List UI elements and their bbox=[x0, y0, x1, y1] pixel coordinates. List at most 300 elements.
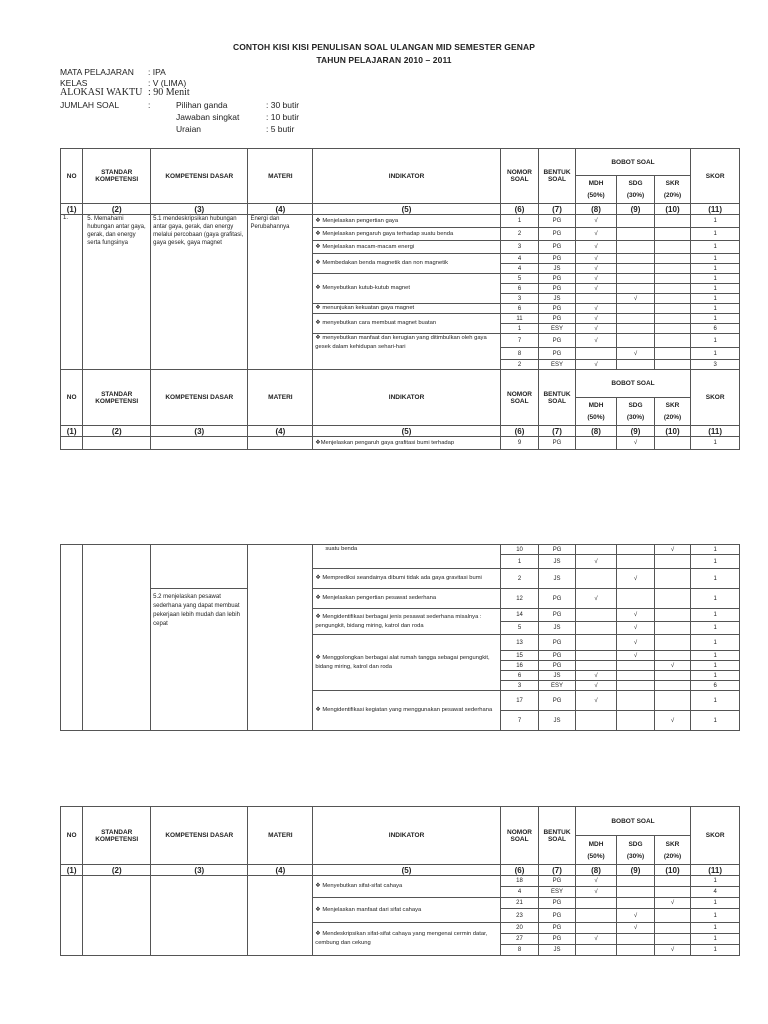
bentuk-soal: PG bbox=[539, 876, 575, 887]
indikator-text: Menggolongkan berbagai alat rumah tangga sebagai pengungkit, bidang miring, katrol dan roda bbox=[315, 654, 490, 670]
diamond-bullet-icon: ❖ bbox=[315, 320, 321, 326]
colnum-11: (11) bbox=[691, 865, 740, 876]
diamond-bullet-icon: ❖ bbox=[315, 883, 321, 889]
mdh-check: √ bbox=[575, 215, 617, 228]
bentuk-soal: PG bbox=[539, 651, 575, 661]
table-row bbox=[61, 545, 740, 555]
mdh-check: √ bbox=[575, 254, 617, 264]
mdh-check bbox=[575, 569, 617, 589]
nomor-soal: 8 bbox=[500, 945, 539, 956]
indikator-text: menyebutkan manfaat dan kerugian yang ditimbulkan oleh gaya gesek dalam kehidupan sehari-hari bbox=[315, 335, 487, 350]
mdh-check bbox=[575, 622, 617, 635]
bentuk-soal: ESY bbox=[539, 324, 575, 334]
col-bentuk-soal: BENTUK SOAL bbox=[539, 370, 575, 426]
mdh-check: √ bbox=[575, 304, 617, 314]
kompetensi-dasar-cell: 5.1 mendeskripsikan hubungan antar gaya, gerak, dan energy melalui percobaan (gaya grafitasi, gaya gesek, gaya magnet bbox=[151, 215, 248, 370]
skor-value: 1 bbox=[691, 934, 740, 945]
col-no: NO bbox=[61, 370, 83, 426]
mdh-check bbox=[575, 898, 617, 909]
bentuk-soal: PG bbox=[539, 934, 575, 945]
indikator-text: Menyebutkan kutub-kutub magnet bbox=[322, 285, 410, 291]
sdg-check: √ bbox=[617, 294, 654, 304]
bentuk-soal: PG bbox=[539, 215, 575, 228]
bentuk-soal: PG bbox=[539, 545, 575, 555]
js-label: Jawaban singkat bbox=[176, 112, 240, 122]
col-bobot-soal: BOBOT SOAL bbox=[575, 807, 691, 836]
colnum-7: (7) bbox=[539, 865, 575, 876]
sdg-check: √ bbox=[617, 569, 654, 589]
col-mdh: MDH bbox=[588, 180, 604, 187]
colnum-8: (8) bbox=[575, 426, 617, 437]
bentuk-soal: ESY bbox=[539, 360, 575, 370]
bentuk-soal: PG bbox=[539, 909, 575, 923]
skr-check: √ bbox=[654, 661, 690, 671]
sdg-check: √ bbox=[617, 651, 654, 661]
nomor-soal: 5 bbox=[500, 622, 539, 635]
col-mdh: MDH bbox=[588, 402, 604, 409]
mdh-check: √ bbox=[575, 681, 617, 691]
mdh-check bbox=[575, 609, 617, 622]
mdh-check: √ bbox=[575, 691, 617, 711]
colnum-8: (8) bbox=[575, 865, 617, 876]
bentuk-soal: PG bbox=[539, 661, 575, 671]
mdh-check: √ bbox=[575, 284, 617, 294]
kelas-label: KELAS bbox=[60, 78, 88, 88]
sdg-check bbox=[617, 555, 654, 569]
colnum-5: (5) bbox=[313, 426, 500, 437]
sdg-check bbox=[617, 360, 654, 370]
colnum-1: (1) bbox=[61, 865, 83, 876]
mdh-check: √ bbox=[575, 324, 617, 334]
nomor-soal: 12 bbox=[500, 589, 539, 609]
skr-check bbox=[654, 651, 690, 661]
bentuk-soal: JS bbox=[539, 555, 575, 569]
col-skr: SKR bbox=[665, 402, 680, 409]
sdg-check bbox=[617, 254, 654, 264]
skor-value: 1 bbox=[691, 945, 740, 956]
sdg-check bbox=[617, 671, 654, 681]
sdg-check bbox=[617, 589, 654, 609]
colnum-8: (8) bbox=[575, 204, 617, 215]
skr-check: √ bbox=[654, 945, 690, 956]
sdg-check bbox=[617, 691, 654, 711]
skr-check bbox=[654, 304, 690, 314]
skr-check bbox=[654, 671, 690, 681]
skor-value: 1 bbox=[691, 898, 740, 909]
sdg-check: √ bbox=[617, 437, 654, 450]
skor-value: 6 bbox=[691, 324, 740, 334]
skor-value: 1 bbox=[691, 254, 740, 264]
colnum-6: (6) bbox=[500, 204, 539, 215]
mdh-check: √ bbox=[575, 241, 617, 254]
skor-value: 1 bbox=[691, 909, 740, 923]
nomor-soal: 5 bbox=[500, 274, 539, 284]
colnum-5: (5) bbox=[313, 204, 500, 215]
jumlah-colon: : bbox=[148, 100, 151, 110]
skr-check bbox=[654, 887, 690, 898]
skor-value: 1 bbox=[691, 274, 740, 284]
col-kompetensi-dasar: KOMPETENSI DASAR bbox=[151, 149, 248, 204]
pg-value: : 30 butir bbox=[266, 100, 300, 110]
skr-check bbox=[654, 254, 690, 264]
skor-value: 1 bbox=[691, 334, 740, 348]
mdh-check: √ bbox=[575, 228, 617, 241]
col-bobot-soal: BOBOT SOAL bbox=[575, 149, 691, 176]
mapel-value: : IPA bbox=[148, 67, 166, 77]
sdg-check: √ bbox=[617, 622, 654, 635]
sdg-check bbox=[617, 241, 654, 254]
colnum-10: (10) bbox=[654, 426, 690, 437]
col-mdh-pct: (50%) bbox=[587, 852, 605, 860]
col-sdg-pct: (30%) bbox=[626, 852, 645, 860]
col-no: NO bbox=[61, 807, 83, 865]
bentuk-soal: PG bbox=[539, 228, 575, 241]
col-mdh-pct: (50%) bbox=[587, 192, 605, 199]
sdg-check bbox=[617, 215, 654, 228]
sdg-check: √ bbox=[617, 348, 654, 360]
bentuk-soal: PG bbox=[539, 691, 575, 711]
skr-check bbox=[654, 681, 690, 691]
document-title: CONTOH KISI KISI PENULISAN SOAL ULANGAN MID SEMESTER GENAP bbox=[232, 42, 536, 52]
sdg-check: √ bbox=[617, 635, 654, 651]
skor-value: 1 bbox=[691, 304, 740, 314]
diamond-bullet-icon: ❖ bbox=[315, 335, 321, 341]
col-nomor-soal: NOMOR SOAL bbox=[500, 807, 539, 865]
nomor-soal: 2 bbox=[500, 360, 539, 370]
indikator-text: Menjelaskan pengaruh gaya terhadap suatu benda bbox=[322, 230, 454, 237]
mdh-check: √ bbox=[575, 274, 617, 284]
diamond-bullet-icon: ❖ bbox=[315, 285, 321, 291]
jumlah-label: JUMLAH SOAL bbox=[60, 100, 120, 110]
nomor-soal: 8 bbox=[500, 348, 539, 360]
diamond-bullet-icon: ❖ bbox=[315, 439, 321, 446]
sdg-check: √ bbox=[617, 609, 654, 622]
indikator-text: Menjelaskan macam-macam energi bbox=[322, 243, 415, 250]
bentuk-soal: PG bbox=[539, 334, 575, 348]
bentuk-soal: JS bbox=[539, 711, 575, 731]
nomor-soal: 11 bbox=[500, 314, 539, 324]
sdg-check bbox=[617, 314, 654, 324]
indikator-text: Mendeskripsikan sifat-sifat cahaya yang mengenai cermin datar, cembung dan cekung bbox=[315, 931, 488, 946]
mdh-check: √ bbox=[575, 555, 617, 569]
mdh-check bbox=[575, 635, 617, 651]
skor-value: 1 bbox=[691, 609, 740, 622]
colnum-4: (4) bbox=[248, 204, 313, 215]
skr-check: √ bbox=[654, 545, 690, 555]
indikator-text: Mengidentifikasi kegiatan yang menggunakan pesawat sederhana bbox=[322, 707, 493, 713]
skr-check bbox=[654, 324, 690, 334]
bentuk-soal: ESY bbox=[539, 887, 575, 898]
bentuk-soal: PG bbox=[539, 254, 575, 264]
skr-check bbox=[654, 360, 690, 370]
mdh-check bbox=[575, 437, 617, 450]
skor-value: 1 bbox=[691, 622, 740, 635]
col-nomor-soal: NOMOR SOAL bbox=[500, 370, 539, 426]
diamond-bullet-icon: ❖ bbox=[315, 654, 321, 661]
nomor-soal: 27 bbox=[500, 934, 539, 945]
sdg-check bbox=[617, 681, 654, 691]
skor-value: 3 bbox=[691, 360, 740, 370]
nomor-soal: 13 bbox=[500, 635, 539, 651]
colnum-2: (2) bbox=[83, 865, 151, 876]
skor-value: 1 bbox=[691, 876, 740, 887]
nomor-soal: 17 bbox=[500, 691, 539, 711]
sdg-check bbox=[617, 887, 654, 898]
col-skr-pct: (20%) bbox=[663, 414, 682, 421]
sdg-check bbox=[617, 945, 654, 956]
mdh-check: √ bbox=[575, 876, 617, 887]
skr-check bbox=[654, 622, 690, 635]
col-indikator: INDIKATOR bbox=[313, 807, 500, 865]
bentuk-soal: ESY bbox=[539, 681, 575, 691]
col-sdg: SDG bbox=[628, 402, 643, 409]
mdh-check bbox=[575, 945, 617, 956]
mdh-check bbox=[575, 711, 617, 731]
col-mdh: MDH bbox=[588, 840, 604, 848]
nomor-soal: 4 bbox=[500, 887, 539, 898]
colnum-7: (7) bbox=[539, 426, 575, 437]
col-materi: MATERI bbox=[248, 370, 313, 426]
table-row bbox=[61, 589, 740, 609]
sdg-check bbox=[617, 264, 654, 274]
bentuk-soal: PG bbox=[539, 314, 575, 324]
nomor-soal: 1 bbox=[500, 324, 539, 334]
skr-check bbox=[654, 314, 690, 324]
indikator-text: Memprediksi seandainya dibumi tidak ada gaya gravitasi bumi bbox=[322, 575, 482, 581]
mdh-check bbox=[575, 294, 617, 304]
diamond-bullet-icon: ❖ bbox=[315, 707, 321, 713]
skor-value: 1 bbox=[691, 314, 740, 324]
mdh-check: √ bbox=[575, 887, 617, 898]
colnum-3: (3) bbox=[151, 426, 248, 437]
sdg-check bbox=[617, 545, 654, 555]
indikator-text: Membedakan benda magnetik dan non magnetik bbox=[322, 260, 448, 266]
bentuk-soal: PG bbox=[539, 923, 575, 934]
col-standar-kompetensi: STANDAR KOMPETENSI bbox=[83, 149, 151, 204]
bentuk-soal: PG bbox=[539, 589, 575, 609]
colnum-5: (5) bbox=[313, 865, 500, 876]
colnum-9: (9) bbox=[617, 865, 654, 876]
col-sdg: SDG bbox=[628, 180, 643, 187]
mdh-check: √ bbox=[575, 314, 617, 324]
bentuk-soal: JS bbox=[539, 622, 575, 635]
colnum-2: (2) bbox=[83, 204, 151, 215]
col-materi: MATERI bbox=[248, 807, 313, 865]
col-standar-kompetensi: STANDAR KOMPETENSI bbox=[83, 807, 151, 865]
colnum-10: (10) bbox=[654, 865, 690, 876]
sdg-check bbox=[617, 228, 654, 241]
skor-value: 4 bbox=[691, 887, 740, 898]
skor-value: 1 bbox=[691, 228, 740, 241]
mdh-check bbox=[575, 651, 617, 661]
mdh-check bbox=[575, 909, 617, 923]
nomor-soal: 6 bbox=[500, 671, 539, 681]
diamond-bullet-icon: ❖ bbox=[315, 575, 321, 581]
bentuk-soal: PG bbox=[539, 348, 575, 360]
mdh-check bbox=[575, 545, 617, 555]
skr-check bbox=[654, 934, 690, 945]
indikator-text: Menjelaskan pengertian pesawat sederhana bbox=[322, 595, 437, 601]
nomor-soal: 3 bbox=[500, 681, 539, 691]
sdg-check bbox=[617, 274, 654, 284]
bentuk-soal: JS bbox=[539, 569, 575, 589]
kisi-table-2 bbox=[60, 544, 740, 731]
nomor-soal: 15 bbox=[500, 651, 539, 661]
skr-check: √ bbox=[654, 898, 690, 909]
nomor-soal: 1 bbox=[500, 215, 539, 228]
sdg-check bbox=[617, 934, 654, 945]
skr-check bbox=[654, 334, 690, 348]
mdh-check: √ bbox=[575, 334, 617, 348]
skor-value: 1 bbox=[691, 348, 740, 360]
colnum-2: (2) bbox=[83, 426, 151, 437]
diamond-bullet-icon: ❖ bbox=[315, 613, 321, 620]
skor-value: 1 bbox=[691, 671, 740, 681]
col-skr: SKR bbox=[665, 180, 680, 187]
skor-value: 1 bbox=[691, 241, 740, 254]
bentuk-soal: JS bbox=[539, 671, 575, 681]
bentuk-soal: PG bbox=[539, 635, 575, 651]
colnum-9: (9) bbox=[617, 426, 654, 437]
diamond-bullet-icon: ❖ bbox=[315, 230, 321, 237]
js-value: : 10 butir bbox=[266, 112, 300, 122]
indikator-text: Mengidentifikasi berbagai jenis pesawat sederhana misalnya : pengungkit, bidang miring, katrol dan roda bbox=[315, 613, 482, 629]
col-indikator: INDIKATOR bbox=[313, 370, 500, 426]
sdg-check: √ bbox=[617, 923, 654, 934]
kisi-table-1 bbox=[60, 148, 740, 450]
col-kompetensi-dasar: KOMPETENSI DASAR bbox=[151, 370, 248, 426]
col-skr: SKR bbox=[665, 840, 680, 848]
skor-value: 1 bbox=[691, 569, 740, 589]
skor-value: 1 bbox=[691, 923, 740, 934]
uraian-value: : 5 butir bbox=[266, 124, 295, 134]
materi-cell: Energi dan Perubahannya bbox=[248, 215, 313, 370]
skr-check bbox=[654, 569, 690, 589]
skor-value: 1 bbox=[691, 294, 740, 304]
table-row bbox=[61, 215, 740, 228]
skor-value: 1 bbox=[691, 284, 740, 294]
sdg-check bbox=[617, 876, 654, 887]
colnum-3: (3) bbox=[151, 865, 248, 876]
col-sdg-pct: (30%) bbox=[626, 192, 645, 199]
bentuk-soal: JS bbox=[539, 945, 575, 956]
nomor-soal: 7 bbox=[500, 334, 539, 348]
skr-check bbox=[654, 609, 690, 622]
kelas-value: : V (LIMA) bbox=[148, 78, 187, 88]
col-sdg: SDG bbox=[628, 840, 643, 848]
mdh-check: √ bbox=[575, 589, 617, 609]
sdg-check bbox=[617, 284, 654, 294]
nomor-soal: 4 bbox=[500, 264, 539, 274]
skor-value: 1 bbox=[691, 264, 740, 274]
col-skr-pct: (20%) bbox=[663, 852, 682, 860]
skr-check bbox=[654, 691, 690, 711]
diamond-bullet-icon: ❖ bbox=[315, 595, 321, 601]
skor-value: 1 bbox=[691, 555, 740, 569]
col-bobot-soal: BOBOT SOAL bbox=[575, 370, 691, 398]
col-skor: SKOR bbox=[691, 149, 740, 204]
col-sdg-pct: (30%) bbox=[626, 414, 645, 421]
colnum-1: (1) bbox=[61, 426, 83, 437]
skor-value: 1 bbox=[691, 589, 740, 609]
bentuk-soal: JS bbox=[539, 294, 575, 304]
skr-check bbox=[654, 284, 690, 294]
bentuk-soal: PG bbox=[539, 304, 575, 314]
skr-check: √ bbox=[654, 711, 690, 731]
mdh-check bbox=[575, 923, 617, 934]
skor-value: 1 bbox=[691, 437, 740, 450]
colnum-7: (7) bbox=[539, 204, 575, 215]
nomor-soal: 6 bbox=[500, 284, 539, 294]
mapel-label: MATA PELAJARAN bbox=[60, 67, 134, 77]
sdg-check: √ bbox=[617, 909, 654, 923]
bentuk-soal: PG bbox=[539, 609, 575, 622]
skr-check bbox=[654, 555, 690, 569]
colnum-1: (1) bbox=[61, 204, 83, 215]
sdg-check bbox=[617, 711, 654, 731]
col-indikator: INDIKATOR bbox=[313, 149, 500, 204]
sdg-check bbox=[617, 898, 654, 909]
colnum-9: (9) bbox=[617, 204, 654, 215]
nomor-soal: 7 bbox=[500, 711, 539, 731]
skor-value: 1 bbox=[691, 661, 740, 671]
colnum-10: (10) bbox=[654, 204, 690, 215]
mdh-check: √ bbox=[575, 360, 617, 370]
skor-value: 1 bbox=[691, 635, 740, 651]
waktu-label: ALOKASI WAKTU bbox=[60, 87, 143, 98]
bentuk-soal: PG bbox=[539, 274, 575, 284]
skr-check bbox=[654, 437, 690, 450]
nomor-soal: 23 bbox=[500, 909, 539, 923]
diamond-bullet-icon: ❖ bbox=[315, 260, 321, 266]
indikator-text: Menjelaskan pengertian gaya bbox=[322, 217, 399, 224]
col-materi: MATERI bbox=[248, 149, 313, 204]
nomor-soal: 3 bbox=[500, 241, 539, 254]
nomor-soal: 6 bbox=[500, 304, 539, 314]
skor-value: 1 bbox=[691, 691, 740, 711]
indikator-text: Menjelaskan pengaruh gaya grafitasi bumi terhadap bbox=[320, 439, 455, 446]
nomor-soal: 1 bbox=[500, 555, 539, 569]
skr-check bbox=[654, 264, 690, 274]
no-cell: 1. bbox=[61, 215, 83, 370]
skr-check bbox=[654, 589, 690, 609]
nomor-soal: 2 bbox=[500, 228, 539, 241]
uraian-label: Uraian bbox=[176, 124, 202, 134]
indikator-text: menyebutkan cara membuat magnet buatan bbox=[322, 320, 437, 326]
table-row bbox=[61, 437, 740, 450]
nomor-soal: 21 bbox=[500, 898, 539, 909]
nomor-soal: 14 bbox=[500, 609, 539, 622]
sdg-check bbox=[617, 304, 654, 314]
skr-check bbox=[654, 635, 690, 651]
skr-check bbox=[654, 876, 690, 887]
diamond-bullet-icon: ❖ bbox=[315, 931, 321, 937]
colnum-3: (3) bbox=[151, 204, 248, 215]
nomor-soal: 10 bbox=[500, 545, 539, 555]
mdh-check: √ bbox=[575, 264, 617, 274]
nomor-soal: 18 bbox=[500, 876, 539, 887]
diamond-bullet-icon: ❖ bbox=[315, 305, 321, 311]
indikator-text: Menjelaskan manfaat dari sifat cahaya bbox=[322, 906, 422, 913]
skr-check bbox=[654, 923, 690, 934]
skor-value: 6 bbox=[691, 681, 740, 691]
mdh-check: √ bbox=[575, 934, 617, 945]
skr-check bbox=[654, 215, 690, 228]
nomor-soal: 4 bbox=[500, 254, 539, 264]
indikator-text: suatu benda bbox=[325, 546, 358, 552]
indikator-text: menunjukan kekuatan gaya magnet bbox=[322, 305, 415, 311]
nomor-soal: 2 bbox=[500, 569, 539, 589]
